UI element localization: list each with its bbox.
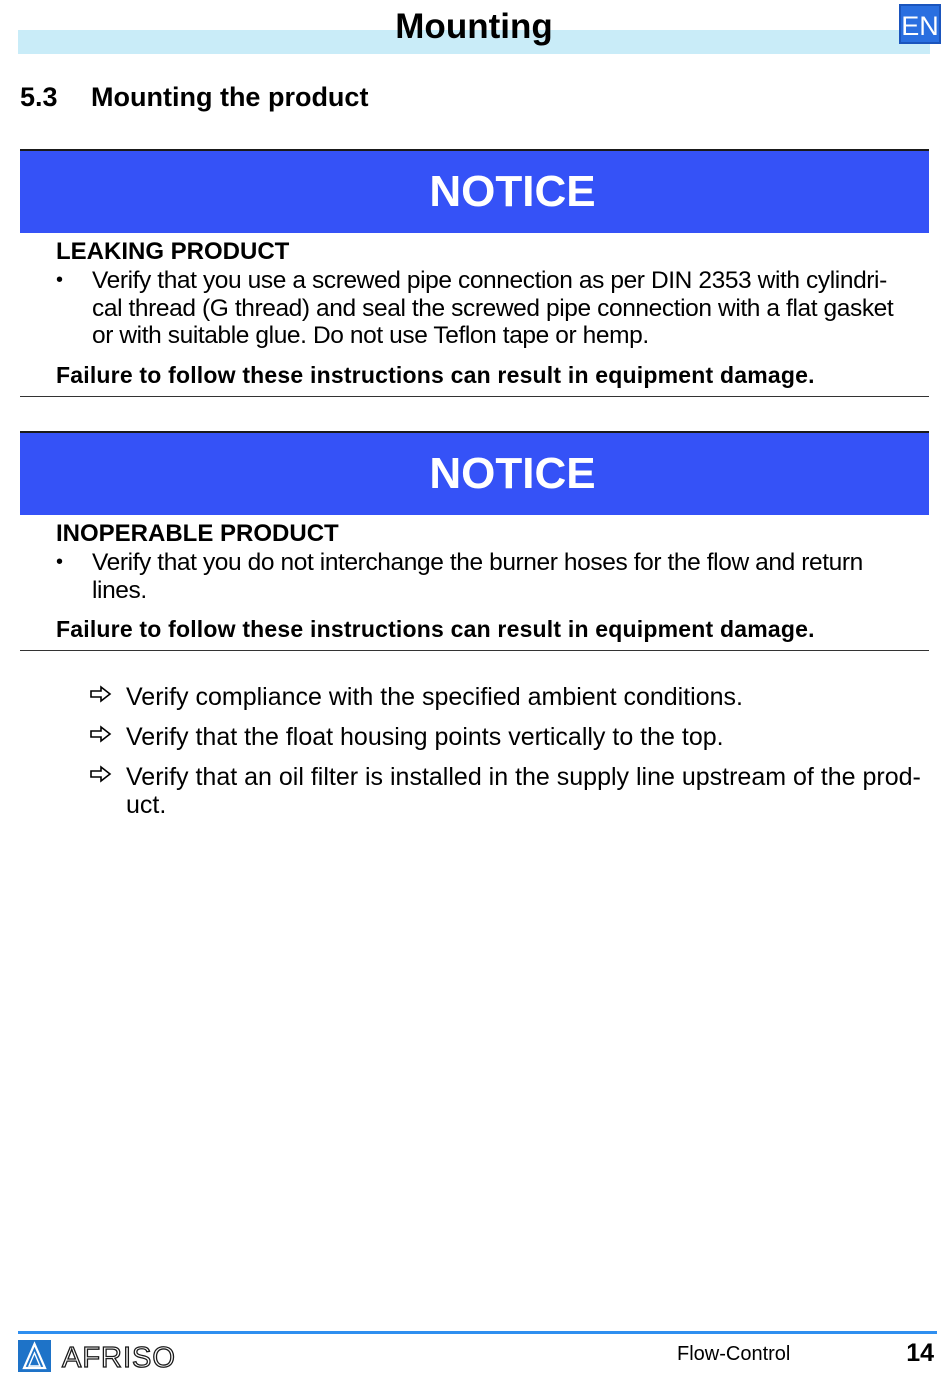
notice-divider xyxy=(20,650,929,651)
notice-title: INOPERABLE PRODUCT xyxy=(56,520,339,547)
hollow-arrow-right-icon xyxy=(90,725,112,743)
bullet-line: Verify that you do not interchange the burner hoses for the flow and return xyxy=(92,549,863,576)
bullet-line: lines. xyxy=(92,576,147,604)
bullet-dot-icon: • xyxy=(56,551,63,573)
footer-product-name: Flow-Control xyxy=(677,1343,791,1365)
notice-title: LEAKING PRODUCT xyxy=(56,238,290,265)
page-title: Mounting xyxy=(395,7,553,46)
bullet-line: Verify that you use a screwed pipe connection as per DIN 2353 with cylindri- xyxy=(92,267,887,294)
notice-divider xyxy=(20,396,929,397)
notice-body xyxy=(20,519,929,644)
notice-header: NOTICE xyxy=(20,431,929,515)
notice-body xyxy=(20,237,929,390)
section-title: Mounting the product xyxy=(91,82,369,112)
notice-box-inoperable xyxy=(20,431,929,651)
step-line: uct. xyxy=(126,791,167,819)
page-number: 14 xyxy=(906,1339,934,1367)
notice-header: NOTICE xyxy=(20,149,929,233)
afriso-triangle-logo-icon xyxy=(18,1340,204,1372)
section-number: 5.3 xyxy=(20,82,58,112)
step-line: Verify that the float housing points vertically to the top. xyxy=(126,723,724,751)
section-heading xyxy=(20,80,368,114)
hollow-arrow-right-icon xyxy=(90,685,112,703)
step-item xyxy=(90,763,930,819)
step-item xyxy=(90,723,930,751)
notice-bullet xyxy=(56,267,925,350)
step-line: Verify compliance with the specified ambient conditions. xyxy=(126,683,743,711)
notice-bullet xyxy=(56,549,925,604)
step-line: Verify that an oil filter is installed in the supply line upstream of the prod- xyxy=(126,763,921,791)
language-badge: EN xyxy=(899,4,941,44)
footer-divider xyxy=(18,1331,937,1334)
logo-text: AFRISO xyxy=(62,1342,176,1372)
afriso-logo xyxy=(18,1340,204,1377)
hollow-arrow-right-icon xyxy=(90,765,112,783)
step-item xyxy=(90,683,930,711)
failure-statement: Failure to follow these instructions can result in equipment damage. xyxy=(56,361,815,388)
bullet-line: or with suitable glue. Do not use Teflon tape or hemp. xyxy=(92,322,649,349)
failure-statement: Failure to follow these instructions can result in equipment damage. xyxy=(56,616,815,642)
notice-box-leaking xyxy=(20,149,929,397)
bullet-line: cal thread (G thread) and seal the screwed pipe connection with a flat gasket xyxy=(92,294,894,322)
bullet-dot-icon: • xyxy=(56,269,63,291)
